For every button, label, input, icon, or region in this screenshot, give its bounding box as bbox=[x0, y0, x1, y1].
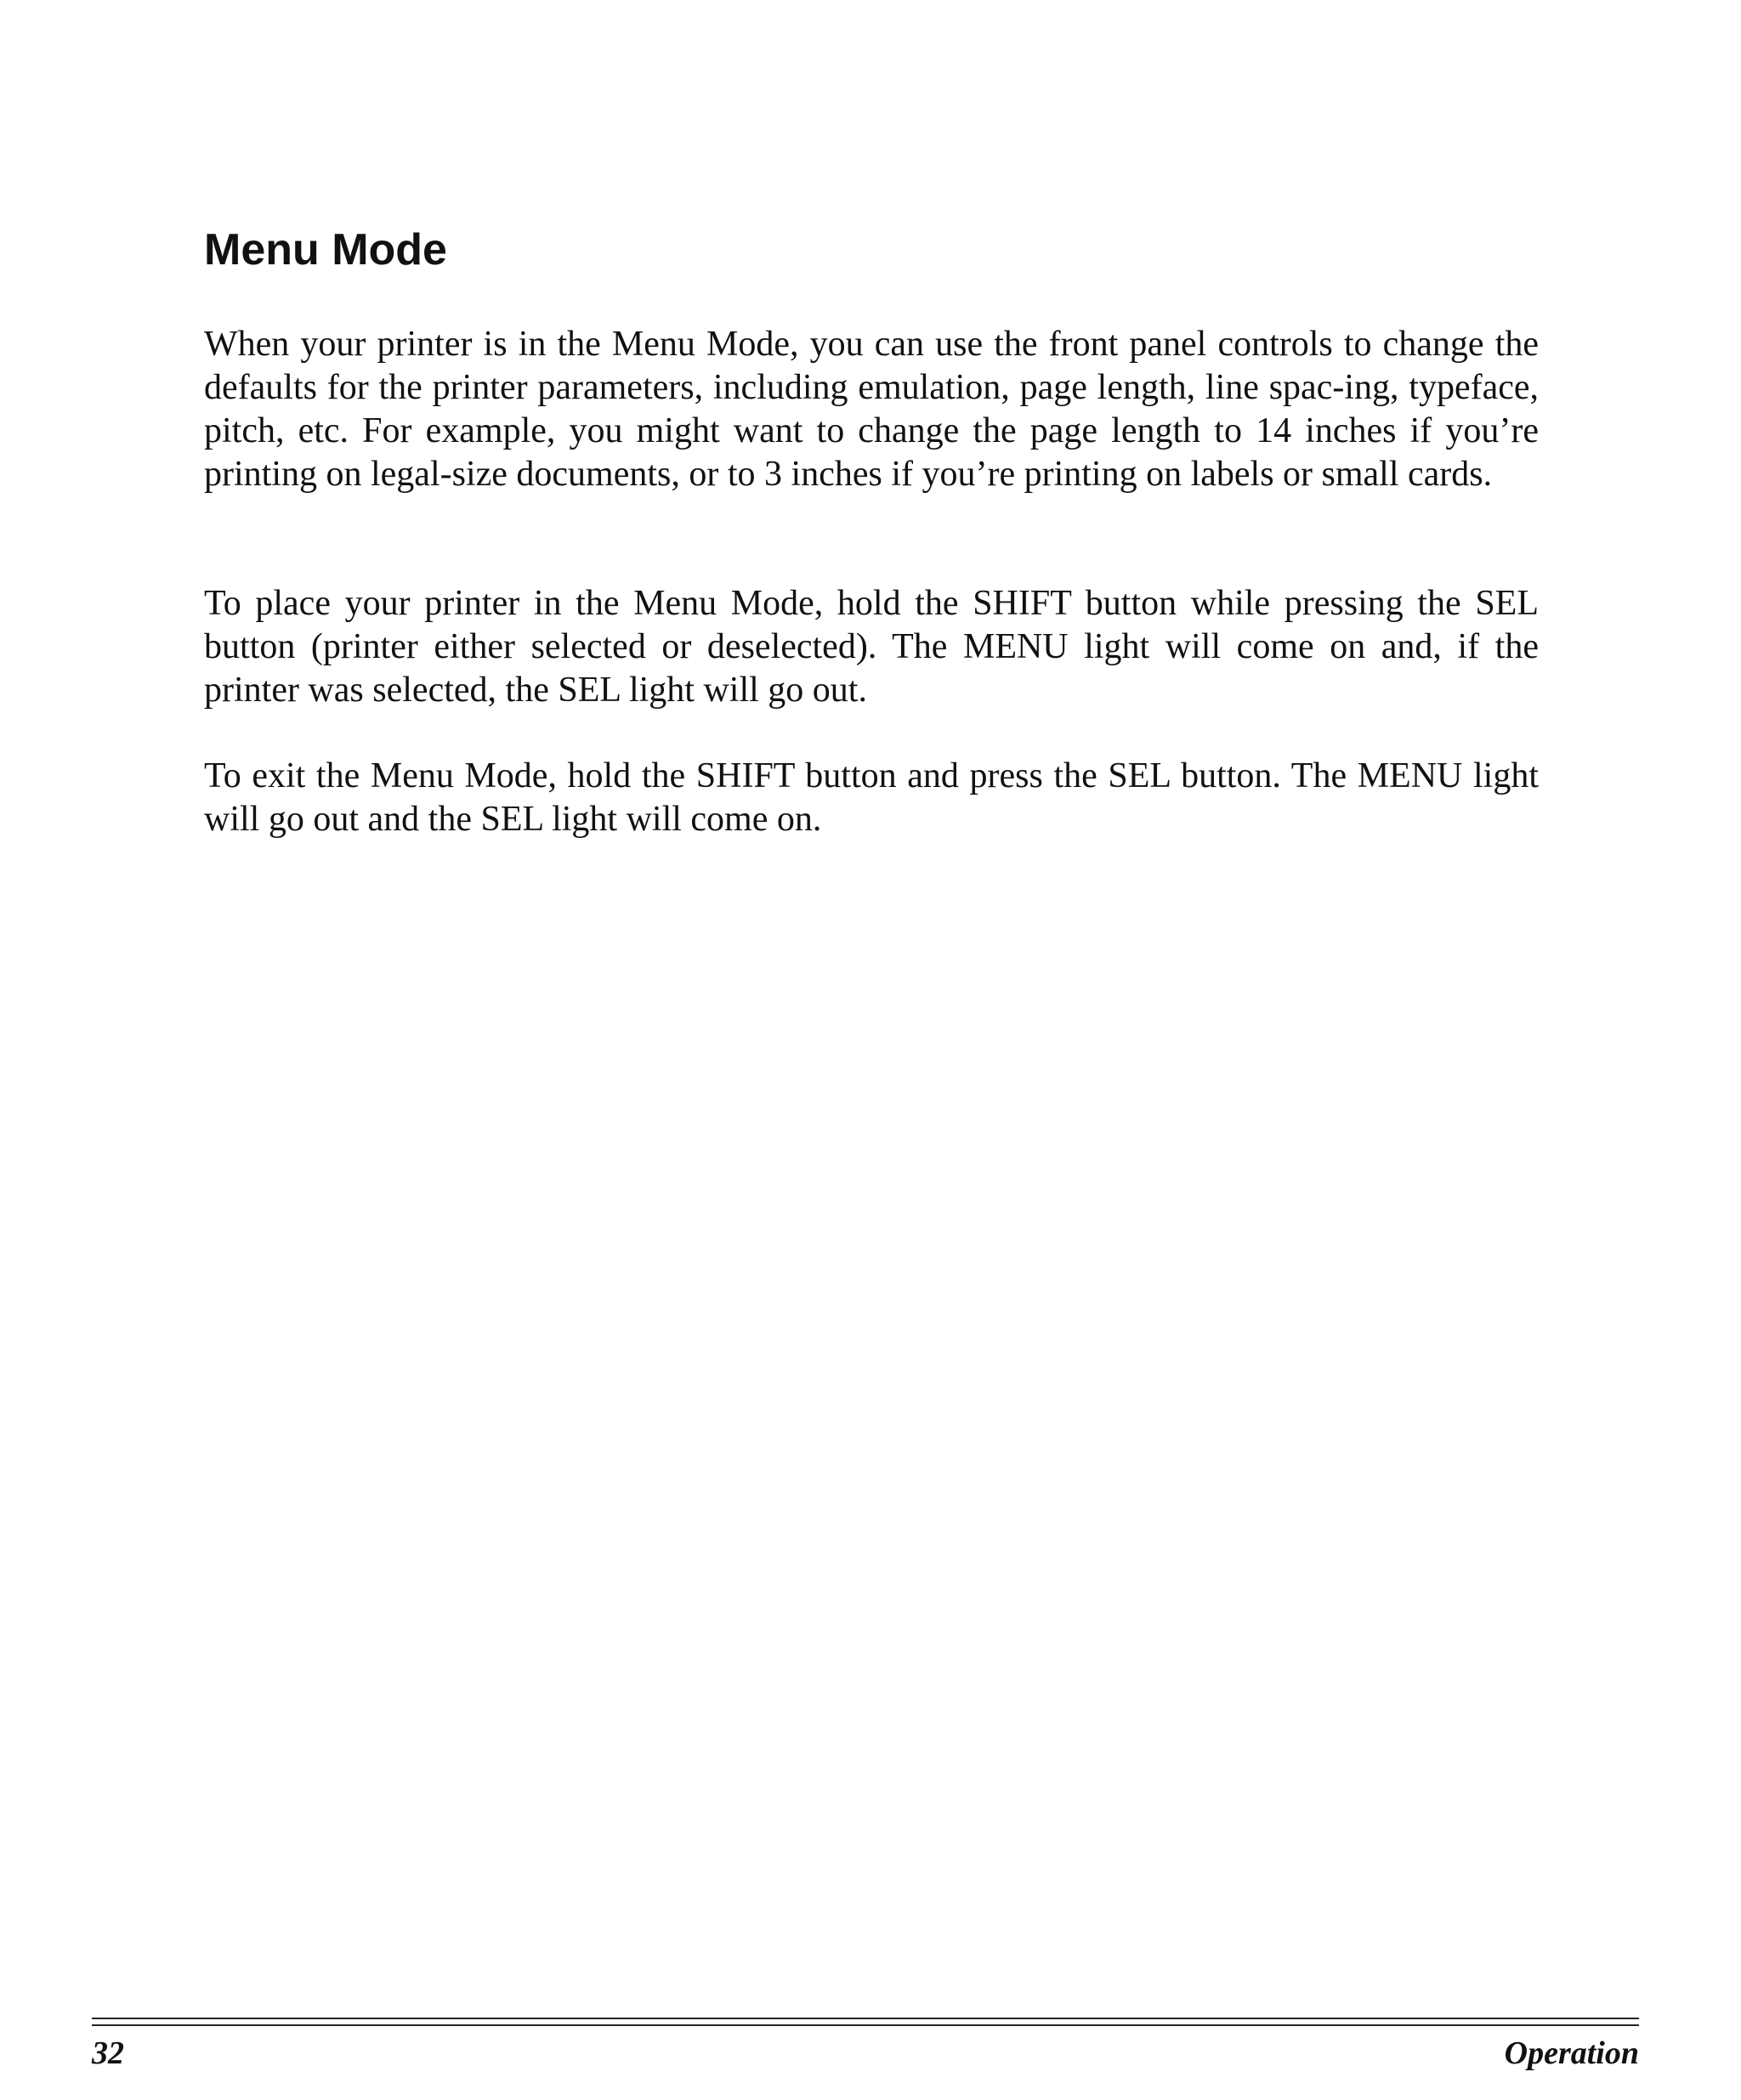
footer-section-name: Operation bbox=[1504, 2035, 1639, 2071]
footer-rule-top bbox=[92, 2018, 1639, 2019]
section-heading: Menu Mode bbox=[204, 225, 447, 275]
paragraph-enter-menu-mode: To place your printer in the Menu Mode, hold the SHIFT button while pressing the SEL button (printer either selected or deselected). The MENU light will come on and, if the printer was selected, the SEL light will go out. bbox=[204, 584, 1539, 710]
page-number: 32 bbox=[92, 2035, 124, 2071]
footer-rule-bottom bbox=[92, 2024, 1639, 2026]
paragraph-menu-mode-intro: When your printer is in the Menu Mode, you can use the front panel controls to change the defaults for the printer parameters, including emulation, page length, line spac-ing, typeface, pitch, etc. For example, you might want to change the page length to 14 inches if you’re printing on legal-size documents, or to 3 inches if you’re printing on labels or small cards. bbox=[204, 325, 1539, 494]
paragraph-exit-menu-mode: To exit the Menu Mode, hold the SHIFT button and press the SEL button. The MENU light will go out and the SEL light will come on. bbox=[204, 756, 1539, 839]
